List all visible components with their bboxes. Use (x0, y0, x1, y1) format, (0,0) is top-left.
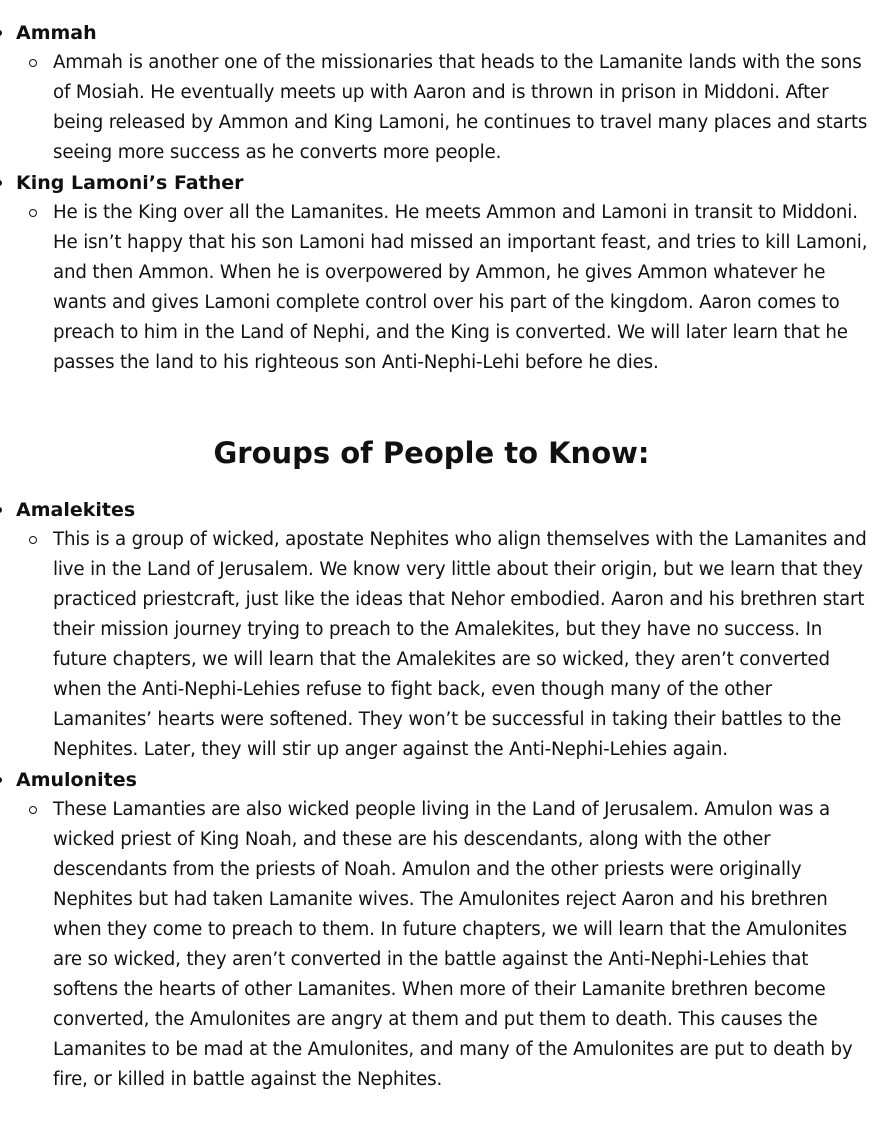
entry-description-text: This is a group of wicked, apostate Nephites who align themselves with the Lamanites and live in the Land of Jerusalem. We know very little about their origin, but we learn that they practiced priestcraft, just like the ideas that Nehor embodied. Aaron and his brethren start their mission journey trying to preach to the Amalekites, but they have no success. In future chapters, we will learn that the Amalekites are so wicked, they aren’t converted when the Anti-Nephi-Lehies refuse to fight back, even though many of the other Lamanites’ hearts were softened. They won’t be successful in taking their battles to the Nephites. Later, they will stir up anger against the Anti-Nephi-Lehies again. (53, 529, 867, 760)
entry-description (53, 525, 868, 765)
entry-name (0, 168, 877, 198)
entry-name-text: King Lamoni’s Father (16, 172, 244, 194)
entry-description-text: He is the King over all the Lamanites. He meets Ammon and Lamoni in transit to Middoni. He isn’t happy that his son Lamoni had missed an important feast, and tries to kill Lamoni, and then Ammon. When he is overpowered by Ammon, he gives Ammon whatever he wants and gives Lamoni complete control over his part of the kingdom. Aaron comes to preach to him in the Land of Nephi, and the King is converted. We will later learn that he passes the land to his righteous son Anti-Nephi-Lehi before he dies. (53, 202, 868, 373)
entry-description-text: Ammah is another one of the missionaries that heads to the Lamanite lands with the sons of Mosiah. He eventually meets up with Aaron and is thrown in prison in Middoni. After being released by Ammon and King Lamoni, he continues to travel many places and starts seeing more success as he converts more people. (53, 52, 868, 163)
entry-description (53, 795, 868, 1095)
entry-ammah (0, 18, 877, 168)
bullet-icon (0, 30, 2, 36)
entry-amalekites (0, 495, 877, 765)
hollow-bullet-icon (29, 59, 37, 67)
section-title: Groups of People to Know: (213, 436, 650, 470)
hollow-bullet-icon (29, 536, 37, 544)
entry-name-text: Ammah (16, 22, 97, 44)
entry-name-text: Amulonites (16, 769, 137, 791)
bullet-icon (0, 507, 2, 513)
entry-name (0, 18, 877, 48)
entry-name (0, 495, 877, 525)
hollow-bullet-icon (29, 806, 37, 814)
hollow-bullet-icon (29, 209, 37, 217)
bullet-icon (0, 180, 2, 186)
entry-description (53, 48, 868, 168)
entry-description (53, 198, 868, 378)
entry-name-text: Amalekites (16, 499, 136, 521)
document-page (0, 18, 877, 1095)
entry-king-lamonis-father (0, 168, 877, 378)
entry-amulonites (0, 765, 877, 1095)
bullet-icon (0, 777, 2, 783)
entry-description-text: These Lamanties are also wicked people living in the Land of Jerusalem. Amulon was a wicked priest of King Noah, and these are his descendants, along with the other descendants from the priests of Noah. Amulon and the other priests were originally Nephites but had taken Lamanite wives. The Amulonites reject Aaron and his brethren when they come to preach to them. In future chapters, we will learn that the Amulonites are so wicked, they aren’t converted in the battle against the Anti-Nephi-Lehies that softens the hearts of other Lamanites. When more of their Lamanite brethren become converted, the Amulonites are angry at them and put them to death. This causes the Lamanites to be mad at the Amulonites, and many of the Amulonites are put to death by fire, or killed in battle against the Nephites. (53, 799, 853, 1090)
entry-name (0, 765, 877, 795)
